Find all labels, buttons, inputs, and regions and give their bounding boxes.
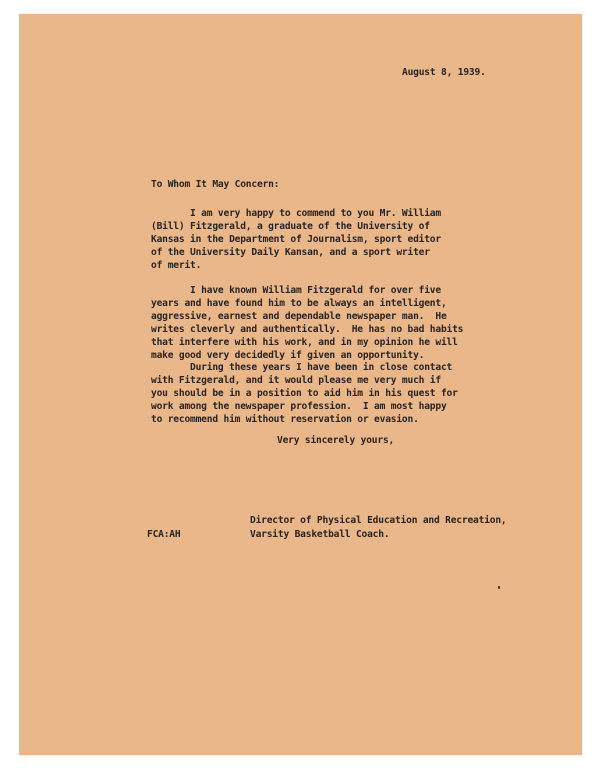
paragraph-2-line-4: writes cleverly and authentically. He has no bad habits (151, 324, 464, 335)
letter-closing: Very sincerely yours, (277, 435, 395, 446)
paragraph-2-line-1: I have known William Fitzgerald for over five (151, 285, 441, 296)
letter-salutation: To Whom It May Concern: (151, 179, 280, 190)
paragraph-1-line-3: Kansas in the Department of Journalism, sport editor (151, 234, 441, 245)
paragraph-3-line-5: to recommend him without reservation or evasion. (151, 414, 419, 425)
paragraph-2-line-3: aggressive, earnest and dependable newspaper man. He (151, 311, 447, 322)
paragraph-1-line-4: of the University Daily Kansan, and a sport writer (151, 247, 430, 258)
paragraph-1-line-1: I am very happy to commend to you Mr. William (151, 208, 441, 219)
paragraph-2-line-5: that interfere with his work, and in my opinion he will (151, 337, 458, 348)
reference-initials: FCA:AH (147, 529, 181, 540)
paragraph-1-line-5: of merit. (151, 260, 202, 271)
signature-title-line-1: Director of Physical Education and Recreation, (250, 515, 507, 526)
paragraph-2-line-6: make good very decidedly if given an opportunity. (151, 350, 425, 361)
paragraph-1-line-2: (Bill) Fitzgerald, a graduate of the University of (151, 221, 430, 232)
signature-title-line-2: Varsity Basketball Coach. (250, 529, 390, 540)
ink-speck (498, 586, 500, 589)
paragraph-3-line-1: During these years I have been in close contact (151, 362, 453, 373)
paragraph-3-line-4: work among the newspaper profession. I am most happy (151, 401, 447, 412)
letter-date: August 8, 1939. (402, 67, 486, 78)
paragraph-3-line-2: with Fitzgerald, and it would please me very much if (151, 375, 441, 386)
paragraph-3-line-3: you should be in a position to aid him in his quest for (151, 388, 458, 399)
paragraph-2-line-2: years and have found him to be always an intelligent, (151, 298, 447, 309)
